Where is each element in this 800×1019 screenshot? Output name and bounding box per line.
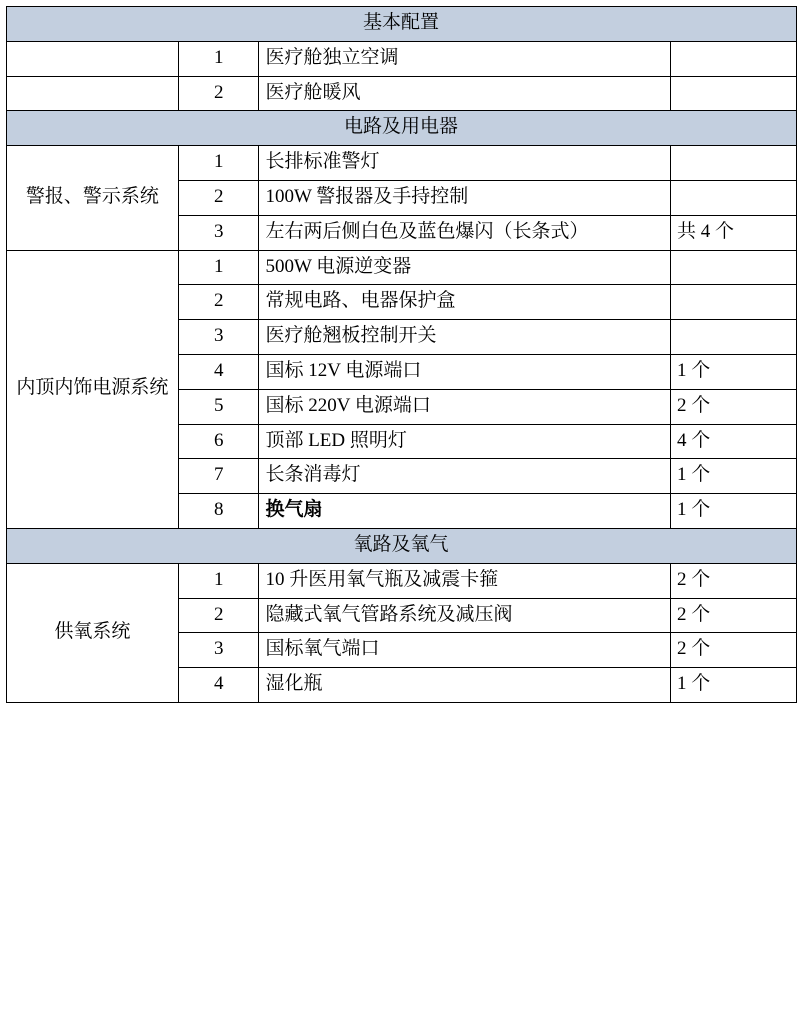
quantity-cell: 4 个 [670,424,796,459]
row-number: 1 [179,563,259,598]
section-title-electrical: 电路及用电器 [6,111,796,146]
item-label: 100W 警报器及手持控制 [259,180,671,215]
item-label: 左右两后侧白色及蓝色爆闪（长条式） [259,215,671,250]
table-row [6,76,796,111]
section-title-basic: 基本配置 [6,7,796,42]
document-sheet [3,0,798,703]
specification-table [6,6,797,703]
item-label: 500W 电源逆变器 [259,250,671,285]
row-number: 6 [179,424,259,459]
row-number: 2 [179,76,259,111]
quantity-cell: 共 4 个 [670,215,796,250]
row-number: 7 [179,459,259,494]
group-cell [6,76,179,111]
item-label: 顶部 LED 照明灯 [259,424,671,459]
table-row [6,146,796,181]
table-row [6,41,796,76]
section-header-row [6,111,796,146]
section-title-oxygen: 氧路及氧气 [6,528,796,563]
quantity-cell [670,180,796,215]
quantity-cell: 1 个 [670,459,796,494]
row-number: 2 [179,598,259,633]
row-number: 4 [179,668,259,703]
group-cell-power-system: 内顶内饰电源系统 [6,250,179,528]
quantity-cell [670,285,796,320]
table-row [6,563,796,598]
quantity-cell: 2 个 [670,389,796,424]
quantity-cell [670,76,796,111]
quantity-cell: 1 个 [670,494,796,529]
row-number: 3 [179,320,259,355]
table-row [6,250,796,285]
quantity-cell: 2 个 [670,633,796,668]
row-number: 4 [179,354,259,389]
item-label-highlighted: 换气扇 [259,494,671,529]
item-label: 常规电路、电器保护盒 [259,285,671,320]
row-number: 8 [179,494,259,529]
row-number: 2 [179,285,259,320]
row-number: 1 [179,146,259,181]
quantity-cell: 1 个 [670,354,796,389]
section-header-row [6,528,796,563]
item-label: 10 升医用氧气瓶及减震卡箍 [259,563,671,598]
row-number: 2 [179,180,259,215]
quantity-cell [670,250,796,285]
quantity-cell [670,41,796,76]
section-header-row [6,7,796,42]
group-cell [6,41,179,76]
quantity-cell: 2 个 [670,563,796,598]
row-number: 1 [179,250,259,285]
quantity-cell: 1 个 [670,668,796,703]
row-number: 3 [179,633,259,668]
quantity-cell [670,320,796,355]
item-label: 国标氧气端口 [259,633,671,668]
group-cell-oxygen-system: 供氧系统 [6,563,179,702]
quantity-cell: 2 个 [670,598,796,633]
item-label: 长排标准警灯 [259,146,671,181]
quantity-cell [670,146,796,181]
item-label: 医疗舱翘板控制开关 [259,320,671,355]
row-number: 5 [179,389,259,424]
item-label: 国标 220V 电源端口 [259,389,671,424]
item-label: 国标 12V 电源端口 [259,354,671,389]
item-label: 医疗舱暖风 [259,76,671,111]
row-number: 3 [179,215,259,250]
group-cell-alarm-system: 警报、警示系统 [6,146,179,250]
row-number: 1 [179,41,259,76]
item-label: 长条消毒灯 [259,459,671,494]
item-label: 隐藏式氧气管路系统及减压阀 [259,598,671,633]
item-label: 医疗舱独立空调 [259,41,671,76]
item-label: 湿化瓶 [259,668,671,703]
